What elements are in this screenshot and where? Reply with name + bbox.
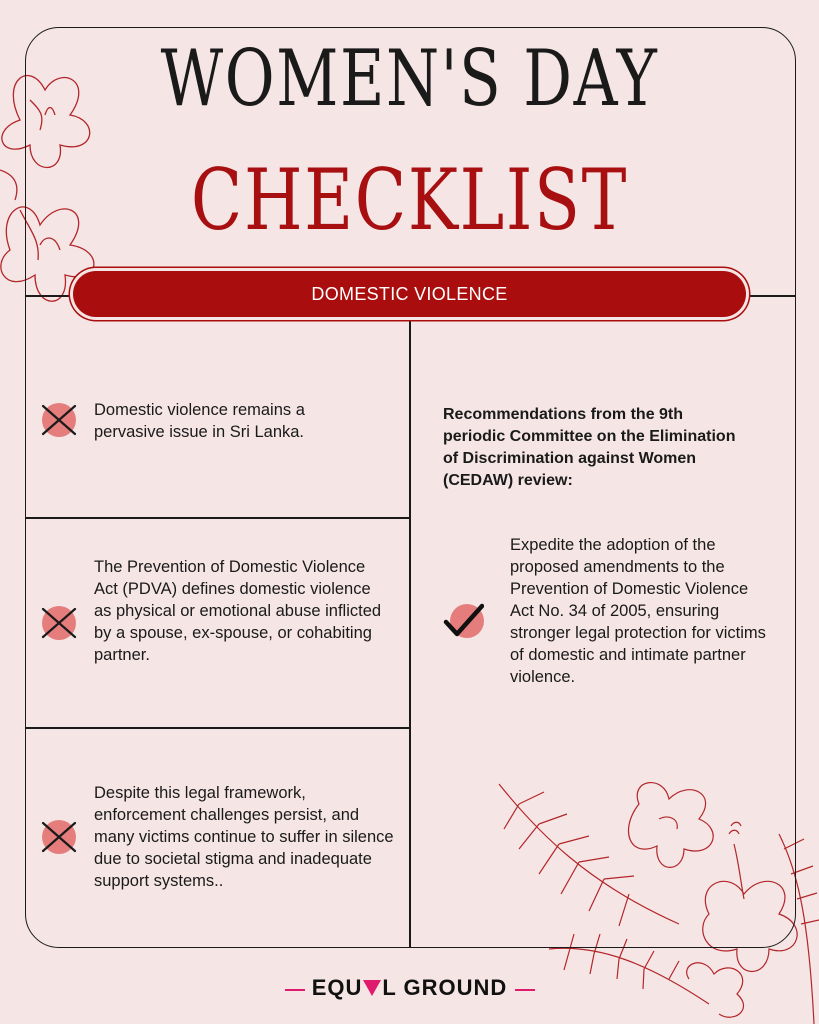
- header-divider-right: [746, 295, 796, 297]
- checklist-item-text: Despite this legal framework, enforcement challenges persist, and many victims continue to suffer in silence due to societal stigma and inadequate support systems..: [94, 784, 394, 890]
- brand-logo-part-2: L GROUND: [382, 975, 508, 1000]
- cross-icon: [38, 399, 80, 441]
- cross-icon: [38, 602, 80, 644]
- title-checklist: CHECKLIST: [190, 151, 629, 249]
- row-divider-2: [25, 727, 410, 729]
- recommendation-item-text: Expedite the adoption of the proposed amendments to the Prevention of Domestic Violence Act No. 34 of 2005, ensuring stronger legal protection for victims of domestic and intimate partner violence.: [510, 536, 766, 686]
- row-divider-1: [25, 517, 410, 519]
- check-icon: [442, 600, 484, 642]
- recommendations-heading: Recommendations from the 9th periodic Committee on the Elimination of Discrimination against Women (CEDAW) review:: [443, 406, 736, 489]
- cross-icon: [38, 816, 80, 858]
- brand-logo: [0, 975, 819, 1001]
- column-divider: [409, 317, 411, 948]
- checklist-item-text: Domestic violence remains a pervasive issue in Sri Lanka.: [94, 401, 305, 441]
- section-banner: DOMESTIC VIOLENCE: [73, 271, 746, 317]
- brand-logo-part-1: EQU: [311, 975, 363, 1000]
- checklist-item-text: The Prevention of Domestic Violence Act (PDVA) defines domestic violence as physical or emotional abuse inflicted by a spouse, ex-spouse, or cohabiting partner.: [94, 558, 382, 664]
- triangle-icon: [363, 980, 381, 996]
- title-womens-day: WOMEN'S DAY: [160, 34, 659, 124]
- header-divider-left: [25, 295, 75, 297]
